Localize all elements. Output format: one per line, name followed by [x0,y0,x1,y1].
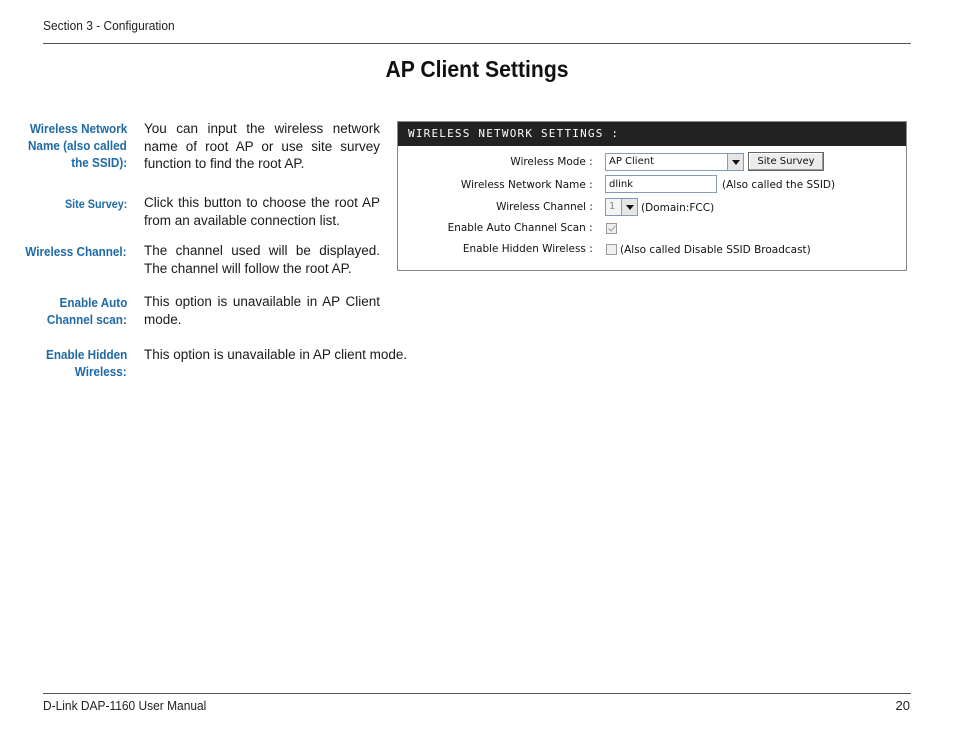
term-line: Channel scan: [47,312,127,327]
network-name-input[interactable] [605,175,717,193]
desc-enable-auto-channel-scan: This option is unavailable in AP Client mode. [144,294,380,327]
wireless-mode-label: Wireless Mode : [510,155,593,168]
page-number: 20 [895,698,910,713]
term-site-survey [58,196,127,213]
wireless-mode-select[interactable] [605,153,744,171]
desc-wireless-channel: The channel used will be displayed. The channel will follow the root AP. [144,243,380,276]
channel-select[interactable] [605,198,638,216]
chevron-down-icon [621,199,637,215]
channel-note: (Domain:FCC) [641,202,715,214]
term-wireless-channel [14,243,127,260]
header-rule [43,43,911,44]
site-survey-button[interactable]: Site Survey [748,152,824,171]
wireless-mode-value: AP Client [609,156,654,167]
channel-label: Wireless Channel : [496,200,593,213]
auto-scan-checkbox[interactable] [606,223,617,234]
hidden-wireless-checkbox[interactable] [606,244,617,255]
panel-heading: WIRELESS NETWORK SETTINGS : [398,122,906,146]
channel-value: 1 [609,201,616,212]
term-line: Site Survey: [64,197,127,211]
footer-manual-title: D-Link DAP-1160 User Manual [43,698,207,713]
hidden-wireless-label: Enable Hidden Wireless : [463,242,593,255]
network-name-note: (Also called the SSID) [722,179,836,191]
auto-scan-label: Enable Auto Channel Scan : [448,221,593,234]
hidden-wireless-note: (Also called Disable SSID Broadcast) [620,244,811,256]
desc-site-survey: Click this button to choose the root AP from an available connection list. [144,195,380,228]
term-line: Enable Hidden [45,347,127,362]
desc-wireless-network-name: You can input the wireless network name of root AP or use site survey function to find the root AP. [144,121,380,171]
term-line: Enable Auto [59,295,127,310]
desc-enable-hidden-wireless: This option is unavailable in AP client mode. [144,347,408,362]
term-line: the SSID): [71,155,127,170]
page-title: AP Client Settings [385,56,569,82]
term-line: Wireless: [75,364,127,379]
term-line: Name (also called [28,138,127,153]
term-wireless-network-name [17,120,127,171]
wireless-settings-panel [397,121,907,271]
term-line: Wireless Network [29,121,127,136]
chevron-down-icon [727,154,743,170]
network-name-label: Wireless Network Name : [461,178,593,191]
term-enable-hidden-wireless [37,346,127,380]
footer-rule [43,693,911,694]
term-line: Wireless Channel: [25,244,127,259]
term-enable-auto-channel-scan [38,294,127,328]
section-header: Section 3 - Configuration [43,18,175,33]
